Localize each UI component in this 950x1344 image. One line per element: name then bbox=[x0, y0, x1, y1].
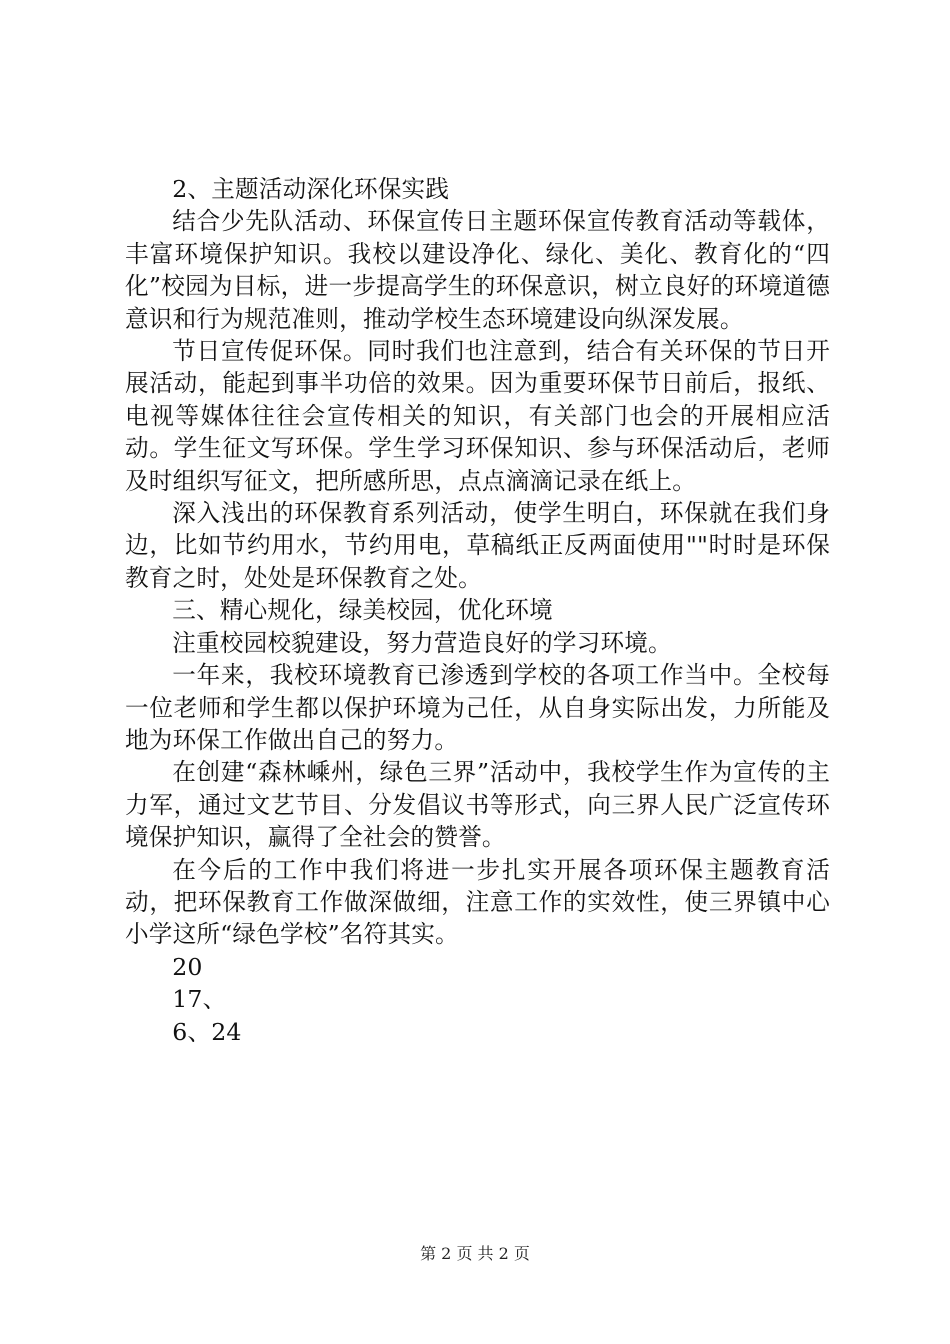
paragraph: 注重校园校貌建设，努力营造良好的学习环境。 bbox=[172, 628, 672, 657]
paragraph: 在今后的工作中我们将进一步扎实开展各项环保主题教育活动，把环保教育工作做深做细，注意工作的实效性，使三界镇中心小学这所“绿色学校”名符其实。 bbox=[125, 855, 830, 949]
date-line: 6、24 bbox=[172, 1017, 242, 1046]
paragraph: 一年来，我校环境教育已渗透到学校的各项工作当中。全校每一位老师和学生都以保护环境为己任，从自身实际出发，力所能及地为环保工作做出自己的努力。 bbox=[125, 661, 830, 754]
date-line: 20 bbox=[172, 952, 203, 981]
date-line: 17、 bbox=[172, 985, 227, 1014]
section-heading: 2、主题活动深化环保实践 bbox=[172, 175, 450, 203]
page-number-footer: 第 2 页 共 2 页 bbox=[420, 1244, 530, 1263]
paragraph: 节日宣传促环保。同时我们也注意到，结合有关环保的节日开展活动，能起到事半功倍的效果。因为重要环保节日前后，报纸、电视等媒体往往会宣传相关的知识，有关部门也会的开展相应活动。学生征文写环保。学生学习环保知识、参与环保活动后，老师及时组织写征文，把所感所思，点点滴滴记录在纸上。 bbox=[125, 337, 830, 495]
paragraph: 在创建“森林嵊州，绿色三界”活动中，我校学生作为宣传的主力军，通过文艺节目、分发倡议书等形式，向三界人民广泛宣传环境保护知识，赢得了全社会的赞誉。 bbox=[125, 758, 830, 852]
document-body bbox=[125, 173, 830, 1048]
paragraph: 结合少先队活动、环保宣传日主题环保宣传教育活动等载体，丰富环境保护知识。我校以建设净化、绿化、美化、教育化的“四化”校园为目标，进一步提高学生的环保意识，树立良好的环境道德意识和行为规范准则，推动学校生态环境建设向纵深发展。 bbox=[125, 207, 830, 333]
paragraph: 深入浅出的环保教育系列活动，使学生明白，环保就在我们身边，比如节约用水，节约用电，草稿纸正反两面使用""时时是环保教育之时，处处是环保教育之处。 bbox=[125, 499, 830, 592]
section-heading: 三、精心规化，绿美校园，优化环境 bbox=[172, 596, 553, 625]
